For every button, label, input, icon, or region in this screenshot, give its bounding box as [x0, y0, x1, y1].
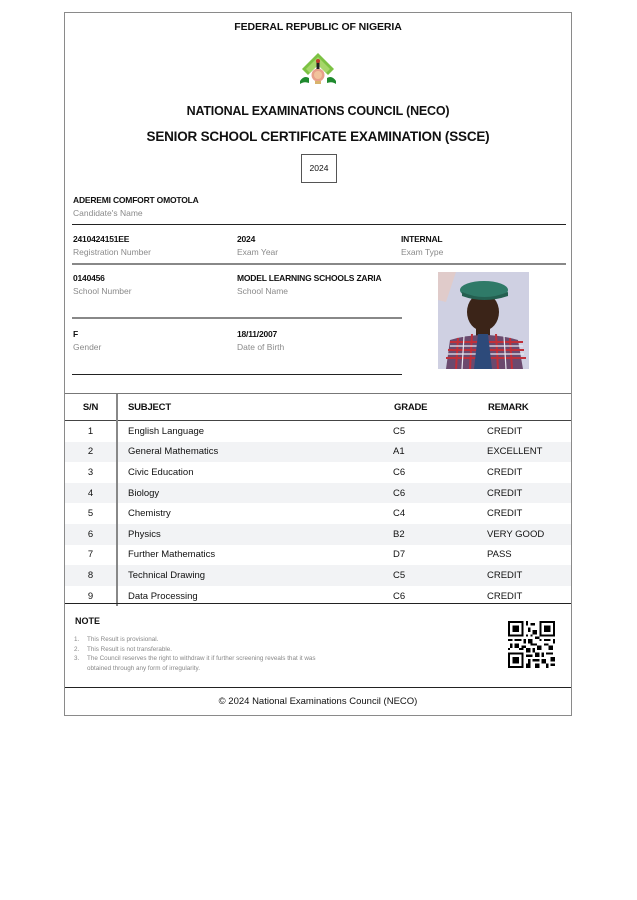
table-row — [65, 565, 571, 586]
dob-field — [237, 329, 284, 352]
results-table — [65, 393, 571, 606]
note-item — [74, 635, 337, 645]
school-name-field — [237, 273, 381, 296]
school-name-label: School Name — [237, 286, 289, 296]
exam-type-value: INTERNAL — [401, 234, 443, 244]
note-number: 1. — [74, 636, 80, 643]
country-title: FEDERAL REPUBLIC OF NIGERIA — [234, 21, 402, 33]
header-sn: S/N — [65, 394, 117, 421]
dob-label: Date of Birth — [237, 342, 285, 352]
registration-number-label: Registration Number — [73, 247, 151, 257]
table-row — [65, 421, 571, 442]
exam-year-field — [237, 234, 278, 257]
row-grade: C5 — [393, 565, 487, 586]
row-sn: 3 — [65, 462, 117, 483]
exam-year-label: Exam Year — [237, 247, 279, 257]
exam-year-value: 2024 — [237, 234, 256, 244]
row-grade: B2 — [393, 524, 487, 545]
row-subject: General Mathematics — [117, 442, 393, 463]
exam-type-field — [401, 234, 443, 257]
note-item — [74, 645, 337, 655]
row-sn: 8 — [65, 565, 117, 586]
school-number-field — [73, 273, 132, 296]
copyright-footer: © 2024 National Examinations Council (NECO) — [65, 687, 571, 716]
school-number-label: School Number — [73, 286, 132, 296]
row-remark: CREDIT — [487, 508, 523, 520]
exam-type-label: Exam Type — [401, 247, 444, 257]
row-subject: Civic Education — [128, 466, 194, 478]
row-sn: 7 — [65, 545, 117, 566]
council-title: NATIONAL EXAMINATIONS COUNCIL (NECO) — [186, 104, 450, 118]
table-row — [65, 462, 571, 483]
table-row — [65, 442, 571, 463]
table-row — [65, 545, 571, 566]
registration-number-value: 2410424151EE — [73, 234, 130, 244]
candidate-name-value: ADEREMI COMFORT OMOTOLA — [73, 195, 199, 205]
note-title: NOTE — [75, 616, 101, 626]
row-remark: PASS — [487, 549, 512, 561]
dob-value: 18/11/2007 — [237, 329, 278, 339]
row-grade: C4 — [393, 508, 406, 520]
exam-title: SENIOR SCHOOL CERTIFICATE EXAMINATION (SSCE) — [146, 129, 490, 144]
row-subject: Data Processing — [128, 590, 198, 602]
candidate-photo — [438, 272, 529, 369]
gender-value: F — [73, 329, 78, 339]
row-grade: C6 — [393, 466, 406, 478]
person-photo-icon — [438, 272, 529, 369]
row-sn: 1 — [65, 421, 117, 442]
header-grade: GRADE — [393, 394, 487, 421]
table-header-row — [65, 394, 571, 421]
note-list — [74, 635, 337, 673]
header-subject: SUBJECT — [117, 394, 393, 421]
note-item — [74, 654, 337, 673]
row-remark: CREDIT — [487, 466, 523, 478]
school-number-value: 0140456 — [73, 273, 105, 283]
row-remark: CREDIT — [487, 425, 523, 437]
table-row — [65, 524, 571, 545]
candidate-name-label: Candidate's Name — [73, 208, 143, 218]
row-remark: CREDIT — [487, 565, 571, 586]
row-remark: CREDIT — [487, 483, 571, 504]
divider — [72, 263, 566, 265]
table-row — [65, 503, 571, 524]
row-subject: English Language — [128, 425, 205, 437]
header-remark: REMARK — [487, 394, 571, 421]
row-subject: Chemistry — [128, 508, 171, 520]
note-text: This Result is not transferable. — [87, 645, 173, 653]
divider — [72, 224, 566, 225]
row-sn: 6 — [65, 524, 117, 545]
divider — [72, 317, 402, 319]
school-name-value: MODEL LEARNING SCHOOLS ZARIA — [237, 273, 382, 283]
divider — [72, 374, 402, 375]
note-number: 2. — [74, 645, 80, 653]
gender-label: Gender — [73, 342, 102, 352]
row-sn: 4 — [65, 483, 117, 504]
registration-number-field — [73, 234, 151, 257]
row-subject: Biology — [117, 483, 393, 504]
candidate-name-field — [73, 195, 199, 218]
row-sn: 2 — [65, 442, 117, 463]
result-document — [64, 12, 572, 716]
row-subject: Further Mathematics — [128, 549, 216, 561]
row-grade: D7 — [393, 549, 406, 561]
row-grade: A1 — [393, 442, 487, 463]
row-remark: EXCELLENT — [487, 442, 571, 463]
qr-code-icon — [508, 621, 555, 668]
row-sn: 9 — [65, 586, 117, 607]
row-subject: Physics — [117, 524, 393, 545]
exam-year-box: 2024 — [301, 154, 337, 183]
note-text: The Council reserves the right to withdraw it if further screening reveals that it was obtained through any form of irregularity. — [87, 655, 316, 672]
gender-field — [73, 329, 101, 352]
note-number: 3. — [74, 655, 80, 662]
row-grade: C6 — [393, 483, 487, 504]
row-grade: C5 — [393, 425, 406, 437]
note-text: This Result is provisional. — [87, 636, 159, 643]
table-row — [65, 483, 571, 504]
row-remark: CREDIT — [487, 590, 523, 602]
row-sn: 5 — [65, 503, 117, 524]
row-subject: Technical Drawing — [117, 565, 393, 586]
row-grade: C6 — [393, 590, 406, 602]
coat-of-arms-icon — [298, 51, 338, 87]
note-section — [65, 603, 571, 688]
row-remark: VERY GOOD — [487, 524, 571, 545]
